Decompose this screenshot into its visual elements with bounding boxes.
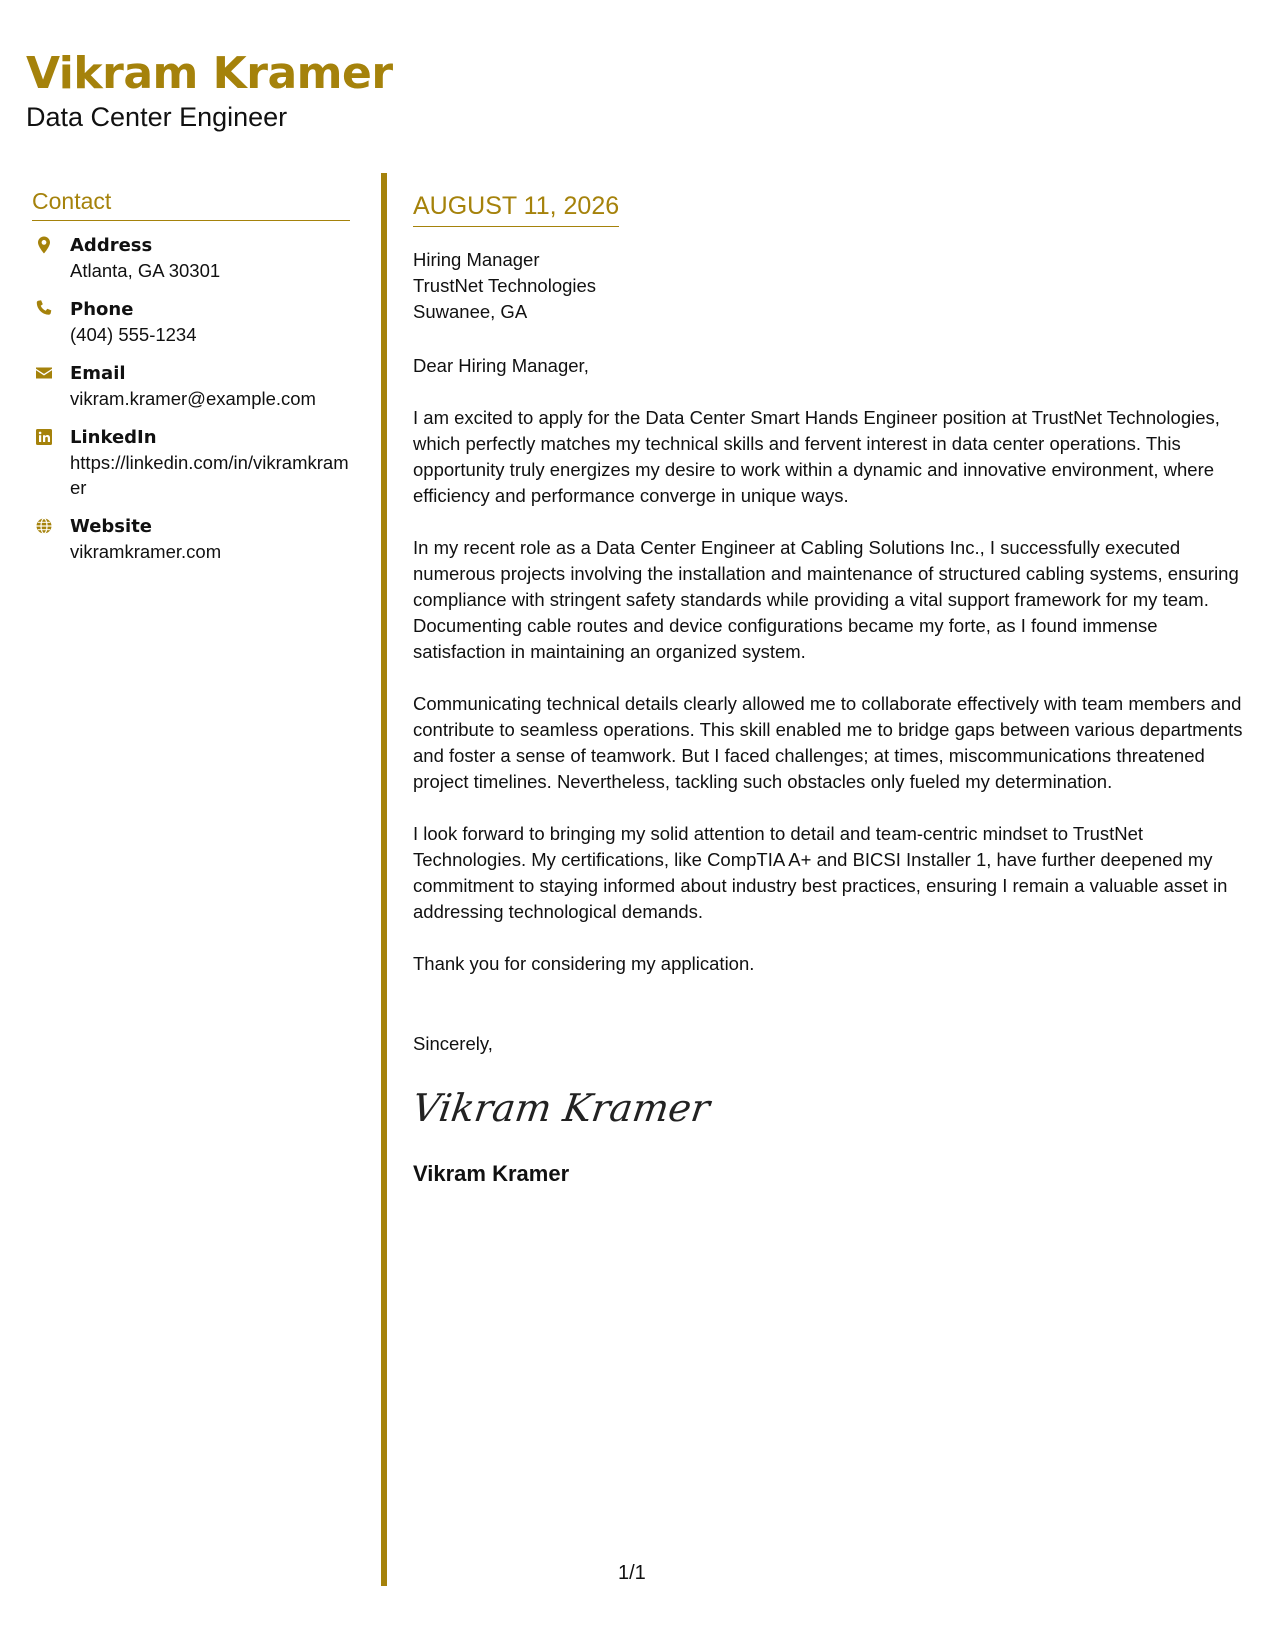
letter-date: AUGUST 11, 2026 xyxy=(413,190,619,227)
linkedin-value[interactable]: https://linkedin.com/in/vikramkramer xyxy=(70,452,349,498)
contact-item-linkedin xyxy=(32,425,350,500)
phone-icon xyxy=(34,299,54,319)
contact-item-phone xyxy=(32,297,350,347)
globe-icon xyxy=(34,516,54,536)
header xyxy=(26,46,393,134)
paragraph: Thank you for considering my application. xyxy=(413,953,755,974)
contact-heading: Contact xyxy=(32,186,350,221)
signature-text: Vikram Kramer xyxy=(409,1087,713,1131)
contact-item-website xyxy=(32,514,350,564)
envelope-icon xyxy=(34,363,54,383)
vertical-divider xyxy=(381,173,387,1586)
signer-name: Vikram Kramer xyxy=(413,1161,570,1186)
recipient-line: Hiring Manager xyxy=(413,249,540,270)
map-pin-icon xyxy=(34,235,54,255)
page-number: 1/1 xyxy=(618,1562,646,1584)
recipient-block xyxy=(413,247,1249,325)
contact-item-email xyxy=(32,361,350,411)
applicant-name: Vikram Kramer xyxy=(26,48,393,99)
email-value[interactable]: vikram.kramer@example.com xyxy=(70,388,316,409)
linkedin-icon xyxy=(34,427,54,447)
contact-label: Website xyxy=(70,516,153,537)
signature-image xyxy=(409,1077,1249,1147)
letter-body xyxy=(409,190,1249,1189)
paragraph: I am excited to apply for the Data Center Smart Hands Engineer position at TrustNet Technologies, which perfectly matches my technical skills and fervent interest in data center operations. This opportunity truly energizes my desire to work within a dynamic and innovative environment, where efficiency and performance converge in unique ways. xyxy=(413,407,1220,506)
paragraph: I look forward to bringing my solid attention to detail and team-centric mindset to TrustNet Technologies. My certifications, like CompTIA A+ and BICSI Installer 1, have further deepened my commitment to staying informed about industry best practices, ensuring I remain a valuable asset in addressing technological demands. xyxy=(413,823,1228,922)
paragraph: In my recent role as a Data Center Engineer at Cabling Solutions Inc., I successfully executed numerous projects involving the installation and maintenance of structured cabling systems, ensuring compliance with stringent safety standards while providing a vital support framework for my team. Documenting cable routes and device configurations became my forte, as I found immense satisfaction in maintaining an organized system. xyxy=(413,537,1239,662)
contact-label: Phone xyxy=(70,299,134,320)
contact-item-address xyxy=(32,233,350,283)
website-value[interactable]: vikramkramer.com xyxy=(70,541,222,562)
salutation: Dear Hiring Manager, xyxy=(413,355,589,376)
paragraph: Communicating technical details clearly allowed me to collaborate effectively with team members and contribute to seamless operations. This skill enabled me to bridge gaps between various departments and foster a sense of teamwork. But I faced challenges; at times, miscommunications threatened project timelines. Nevertheless, tackling such obstacles only fueled my determination. xyxy=(413,693,1243,792)
phone-value: (404) 555-1234 xyxy=(70,324,197,345)
address-value: Atlanta, GA 30301 xyxy=(70,260,221,281)
closing: Sincerely, xyxy=(413,1033,493,1054)
recipient-line: TrustNet Technologies xyxy=(413,275,597,296)
job-title: Data Center Engineer xyxy=(26,102,288,132)
contact-label: LinkedIn xyxy=(70,427,157,448)
contact-label: Address xyxy=(70,235,153,256)
recipient-line: Suwanee, GA xyxy=(413,301,528,322)
contact-label: Email xyxy=(70,363,126,384)
contact-sidebar xyxy=(32,186,350,578)
contact-list xyxy=(32,233,350,564)
